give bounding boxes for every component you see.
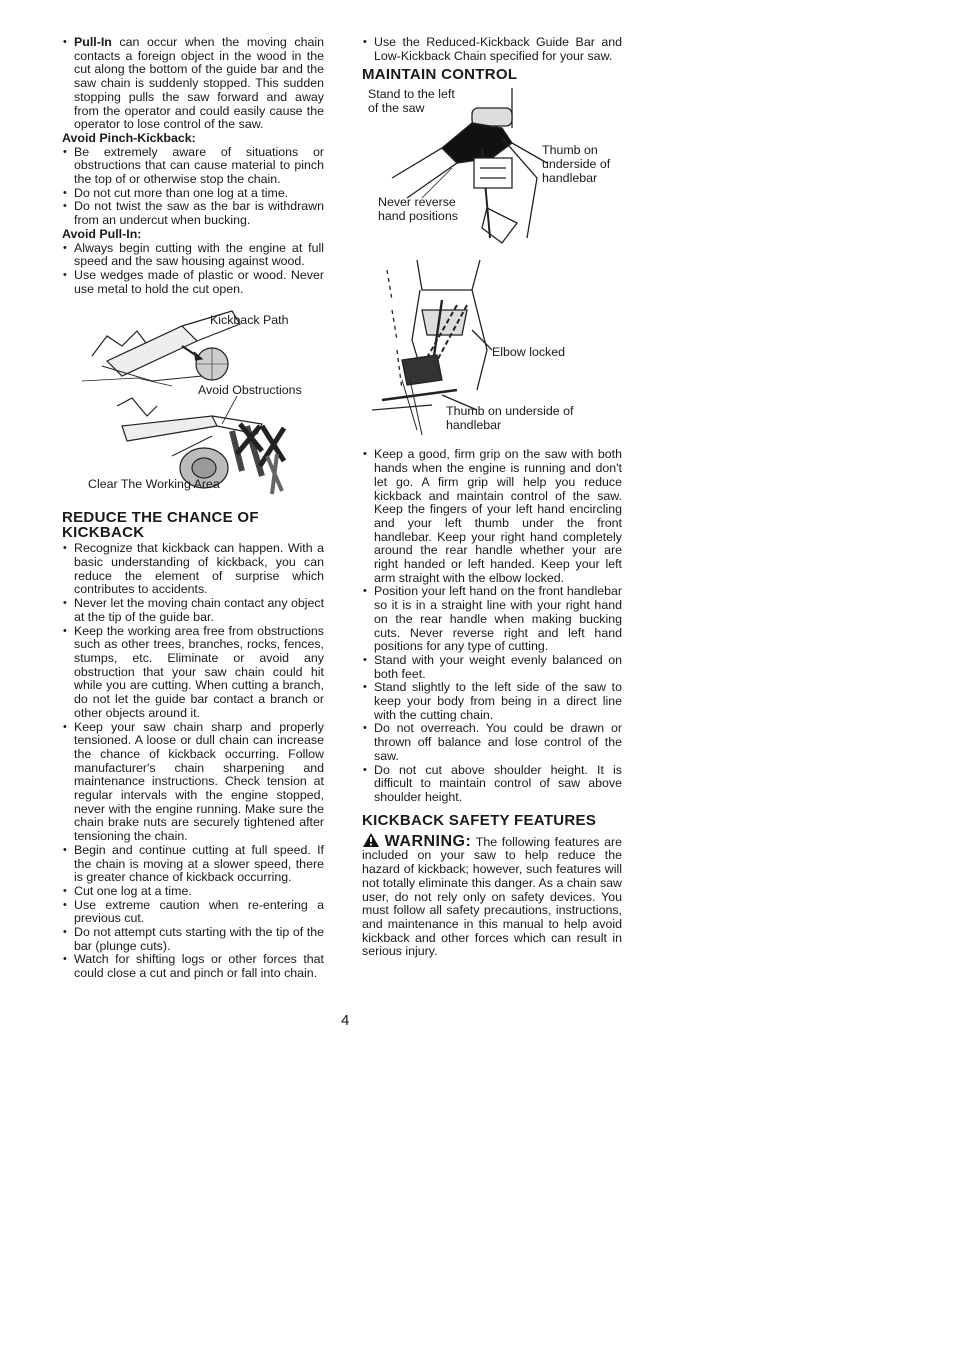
kickback-illustration (62, 306, 324, 506)
thumb-underside-label: Thumb on underside of handlebar (542, 143, 611, 185)
list-item (62, 36, 324, 132)
elbow-locked-label: Elbow locked (492, 345, 566, 360)
list-item: • Do not cut more than one log at a time. (62, 187, 324, 201)
kickback-path-label: Kickback Path (210, 313, 289, 328)
avoid-obstructions-label: Avoid Obstructions (198, 383, 302, 398)
warning-text: The following features are included on your saw to help reduce the hazard of kickback; however, such features will not totally eliminate this danger. As a chain saw user, do not rely only on safety devices. You must follow all safety precautions, instructions, and maintenance in this manual to help avoid kickback and other forces which can result in serious injury. (362, 834, 622, 959)
list-item: • Keep your saw chain sharp and properly tensioned. A loose or dull chain can increase the chance of kickback occurring. Follow manufacturer's chain sharpening and maintenance instructions. Check tension at regular intervals with the engine stopped, never with the engine running. Make sure the chain brake nuts are securely tightened after tensioning the chain. (62, 721, 324, 844)
left-column (62, 36, 324, 981)
warning-label: WARNING: (384, 832, 472, 850)
list-item: • Stand slightly to the left side of the saw to keep your body from being in a direct line with the cutting chain. (362, 681, 622, 722)
list-item: • Watch for shifting logs or other forces that could close a cut and pinch or fall into chain. (62, 953, 324, 980)
pinch-list (62, 146, 324, 228)
list-item: • Do not attempt cuts starting with the tip of the bar (plunge cuts). (62, 926, 324, 953)
list-item: • Use the Reduced-Kickback Guide Bar and Low-Kickback Chain specified for your saw. (362, 36, 622, 63)
warning-icon (362, 832, 380, 848)
maintain-control-heading: MAINTAIN CONTROL (362, 66, 518, 84)
list-item: • Recognize that kickback can happen. With a basic understanding of kickback, you can reduce the element of surprise which contributes to accidents. (62, 542, 324, 597)
pull-in-text: can occur when the moving chain contacts a foreign object in the wood in the cut along the bottom of the guide bar and the saw chain is suddenly stopped. This sudden stopping pulls the saw forward and away from the operator and could easily cause the operator to lose control of the saw. (74, 35, 324, 132)
right-column (362, 36, 622, 959)
list-item: • Position your left hand on the front handlebar so it is in a straight line with your right hand on the rear handle when making bucking cuts. Never reverse right and left hand positions for any type of cutting. (362, 585, 622, 654)
list-item: • Begin and continue cutting at full speed. If the chain is moving at a slower speed, there is greater chance of kickback occurring. (62, 844, 324, 885)
list-item: • Keep a good, firm grip on the saw with both hands when the engine is running and don't let go. A firm grip will help you reduce kickback and maintain control of the saw. Keep the fingers of your left hand encircling and your left thumb under the front handlebar. Keep your right hand completely around the rear handle whether your are right handed or left handed. Keep your left arm straight with the elbow locked. (362, 448, 622, 585)
stand-left-label: Stand to the left of the saw (368, 87, 455, 116)
elbow-locked-figure (362, 260, 622, 440)
kickback-figure (62, 306, 324, 506)
list-item: • Never let the moving chain contact any object at the tip of the guide bar. (62, 597, 324, 624)
hand-position-figure (362, 88, 622, 248)
list-item: • Do not overreach. You could be drawn or thrown off balance and lose control of the saw. (362, 722, 622, 763)
thumb-underside-label-2: Thumb on underside of handlebar (446, 404, 574, 433)
pull-in-list (62, 36, 324, 132)
pinch-kickback-heading: Avoid Pinch-Kickback: (62, 130, 196, 145)
pull-in-lead: Pull-In (74, 35, 112, 49)
list-item: • Use wedges made of plastic or wood. Never use metal to hold the cut open. (62, 269, 324, 296)
warning-paragraph (362, 832, 622, 959)
list-item: • Stand with your weight evenly balanced on both feet. (362, 654, 622, 681)
list-item: • Cut one log at a time. (62, 885, 324, 899)
reduce-kickback-heading: REDUCE THE CHANCE OF KICKBACK (62, 509, 259, 542)
never-reverse-label: Never reverse hand positions (378, 195, 458, 224)
guide-bar-list (362, 36, 622, 63)
kickback-safety-features-heading: KICKBACK SAFETY FEATURES (362, 811, 597, 829)
page-number: 4 (341, 1012, 350, 1029)
reduce-kickback-list (62, 542, 324, 981)
list-item: • Always begin cutting with the engine at full speed and the saw housing against wood. (62, 242, 324, 269)
list-item: • Do not twist the saw as the bar is withdrawn from an undercut when bucking. (62, 200, 324, 227)
pull-list (62, 242, 324, 297)
list-item: • Be extremely aware of situations or obstructions that can cause material to pinch the top of or otherwise stop the chain. (62, 146, 324, 187)
clear-working-area-label: Clear The Working Area (88, 477, 220, 492)
list-item: • Keep the working area free from obstructions such as other trees, branches, rocks, fences, stumps, etc. Eliminate or avoid any obstruction that your saw chain could hit while you are cutting. When cutting a branch, do not let the guide bar contact a branch or other objects around it. (62, 625, 324, 721)
list-item: • Do not cut above shoulder height. It is difficult to maintain control of saw above shoulder height. (362, 764, 622, 805)
list-item: • Use extreme caution when re-entering a previous cut. (62, 899, 324, 926)
maintain-control-list (362, 448, 622, 804)
pull-in-heading: Avoid Pull-In: (62, 226, 142, 241)
